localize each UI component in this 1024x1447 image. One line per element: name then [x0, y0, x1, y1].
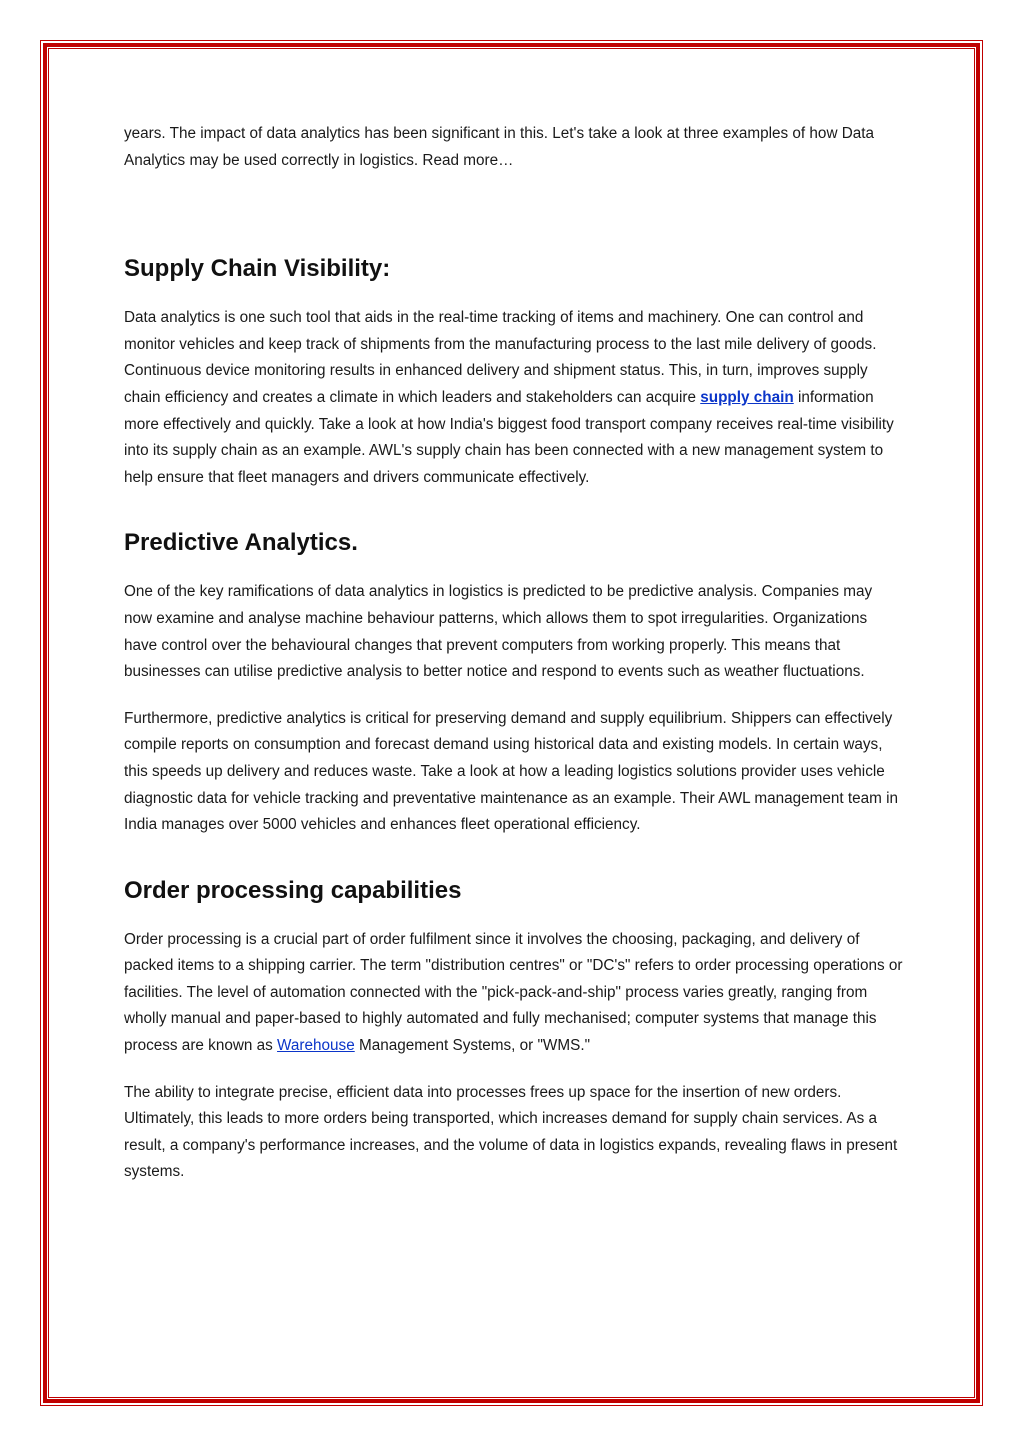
order-paragraph-2: The ability to integrate precise, efficient data into processes frees up space for the insertion of new orders. Ultimately, this leads to more orders being transported, which increases demand for supply chain services. As a result, a company's performance increases, and the volume of data in logistics expands, revealing flaws in present systems.	[124, 1083, 898, 1181]
supply-chain-link[interactable]: supply chain	[700, 388, 794, 406]
heading-supply-chain-visibility: Supply Chain Visibility:	[124, 255, 391, 283]
supply-chain-paragraph	[124, 305, 904, 491]
supply-text-before-link: Data analytics is one such tool that aids in the real-time tracking of items and machinery. One can control and monitor vehicles and keep track of shipments from the manufacturing process to the last mile delivery of goods. Continuous device monitoring results in enhanced delivery and shipment status. This, in turn, improves supply chain efficiency and creates a climate in which leaders and stakeholders can acquire	[124, 309, 877, 406]
order-paragraph-1	[124, 927, 904, 1060]
order-text-before-link: Order processing is a crucial part of order fulfilment since it involves the choosing, packaging, and delivery of packed items to a shipping carrier. The term "distribution centres" or "DC's" refers to order processing operations or facilities. The level of automation connected with the "pick-pack-and-ship" process varies greatly, ranging from wholly manual and paper-based to highly automated and fully mechanised; computer systems that manage this process are known as	[124, 930, 903, 1055]
predictive-paragraph-1: One of the key ramifications of data analytics in logistics is predicted to be predictive analysis. Companies may now examine and analyse machine behaviour patterns, which allows them to spot irregularities. Organizations have control over the behavioural changes that prevent computers from working properly. This means that businesses can utilise predictive analysis to better notice and respond to events such as weather fluctuations.	[124, 583, 873, 681]
supply-text-after-link: information more effectively and quickly. Take a look at how India's biggest food transport company receives real-time visibility into its supply chain as an example. AWL's supply chain has been connected with a new management system to help ensure that fleet managers and drivers communicate effectively.	[124, 388, 894, 486]
order-text-after-link: Management Systems, or "WMS."	[354, 1037, 590, 1055]
heading-predictive-analytics: Predictive Analytics.	[124, 529, 358, 557]
heading-order-processing: Order processing capabilities	[124, 876, 462, 904]
intro-paragraph: years. The impact of data analytics has been significant in this. Let's take a look at three examples of how Data Analytics may be used correctly in logistics. Read more…	[124, 125, 875, 169]
predictive-paragraph-2: Furthermore, predictive analytics is critical for preserving demand and supply equilibrium. Shippers can effectively compile reports on consumption and forecast demand using historical data and existing models. In certain ways, this speeds up delivery and reduces waste. Take a look at how a leading logistics solutions provider uses vehicle diagnostic data for vehicle tracking and preventative maintenance as an example. Their AWL management team in India manages over 5000 vehicles and enhances fleet operational efficiency.	[124, 709, 899, 834]
warehouse-link[interactable]: Warehouse	[277, 1037, 355, 1055]
document-body	[124, 121, 904, 1186]
